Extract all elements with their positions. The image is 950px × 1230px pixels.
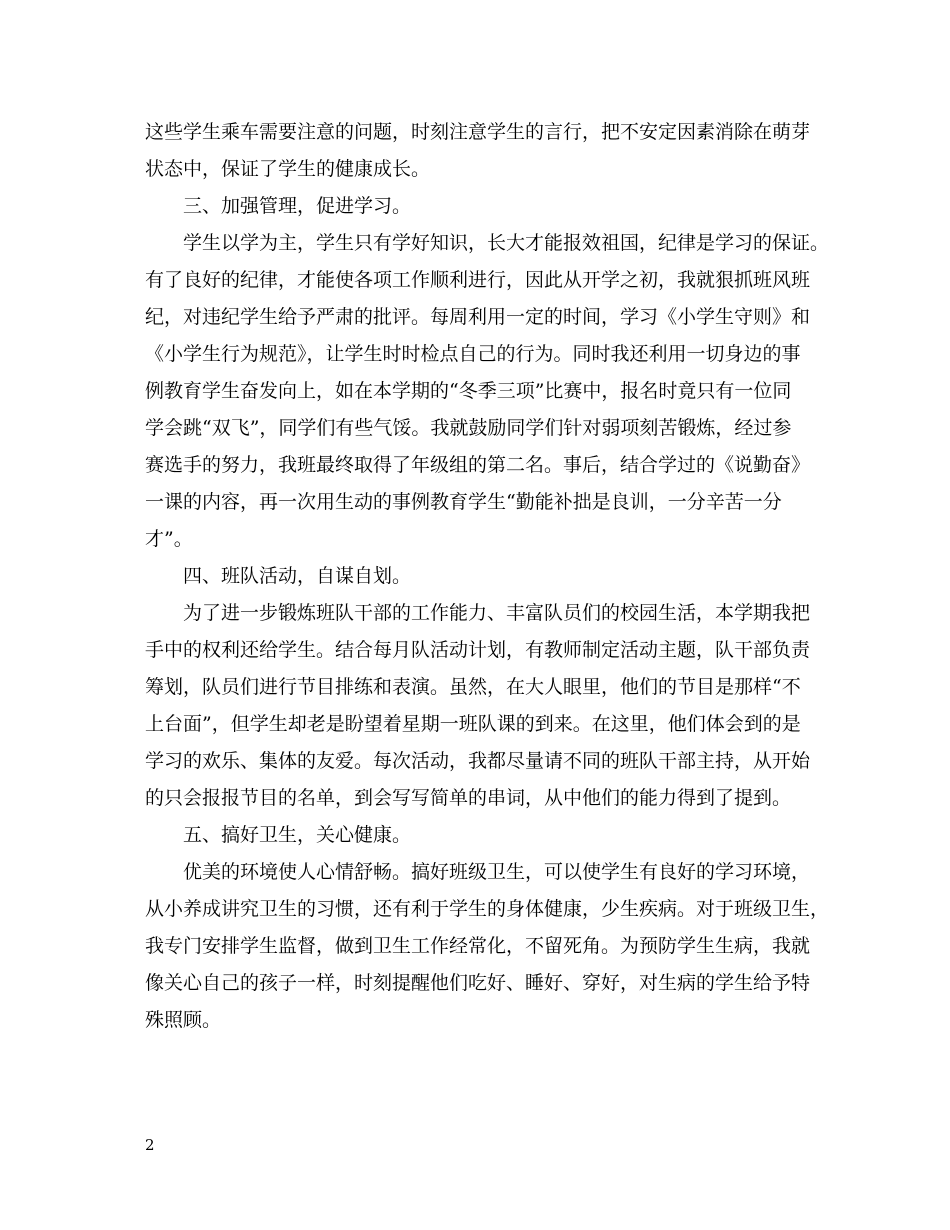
text-line: 殊照顾。 xyxy=(145,1009,222,1031)
text-line: 优美的环境使人心情舒畅。搞好班级卫生，可以使学生有良好的学习环境， xyxy=(145,861,811,883)
text-line: 为了进一步锻炼班队干部的工作能力、丰富队员们的校园生活，本学期我把 xyxy=(145,602,811,624)
text-line: 我专门安排学生监督，做到卫生工作经常化，不留死角。为预防学生生病，我就 xyxy=(145,935,811,957)
section-heading: 四、班队活动，自谋自划。 xyxy=(145,565,412,587)
text-line: 有了良好的纪律，才能使各项工作顺利进行，因此从开学之初，我就狠抓班风班 xyxy=(145,269,811,291)
text-line: 从小养成讲究卫生的习惯，还有利于学生的身体健康，少生疾病。对于班级卫生， xyxy=(145,898,830,920)
text-line: 手中的权利还给学生。结合每月队活动计划，有教师制定活动主题，队干部负责 xyxy=(145,639,811,661)
text-line: 一课的内容，再一次用生动的事例教育学生“勤能补拙是良训，一分辛苦一分 xyxy=(145,491,782,513)
text-line: 学会跳“双飞”，同学们有些气馁。我就鼓励同学们针对弱项刻苦锻炼，经过参 xyxy=(145,417,792,439)
text-line: 这些学生乘车需要注意的问题，时刻注意学生的言行，把不安定因素消除在萌芽 xyxy=(145,121,811,143)
text-line: 学习的欢乐、集体的友爱。每次活动，我都尽量请不同的班队干部主持，从开始 xyxy=(145,750,811,772)
text-line: 的只会报报节目的名单，到会写写简单的串词，从中他们的能力得到了提到。 xyxy=(145,787,792,809)
text-line: 上台面”，但学生却老是盼望着星期一班队课的到来。在这里，他们体会到的是 xyxy=(145,713,801,735)
section-heading: 五、搞好卫生，关心健康。 xyxy=(145,824,412,846)
page-number: 2 xyxy=(145,1136,155,1154)
text-line: 筹划，队员们进行节目排练和表演。虽然，在大人眼里，他们的节目是那样“不 xyxy=(145,676,801,698)
text-line: 《小学生行为规范》，让学生时时检点自己的行为。同时我还利用一切身边的事 xyxy=(145,343,801,365)
text-line: 学生以学为主，学生只有学好知识，长大才能报效祖国，纪律是学习的保证。 xyxy=(145,232,830,254)
text-line: 纪，对违纪学生给予严肃的批评。每周利用一定的时间，学习《小学生守则》和 xyxy=(145,306,811,328)
text-line: 才”。 xyxy=(145,528,193,550)
text-line: 例教育学生奋发向上，如在本学期的“冬季三项”比赛中，报名时竟只有一位同 xyxy=(145,380,792,402)
text-line: 状态中，保证了学生的健康成长。 xyxy=(145,158,431,180)
section-heading: 三、加强管理，促进学习。 xyxy=(145,195,412,217)
text-line: 像关心自己的孩子一样，时刻提醒他们吃好、睡好、穿好，对生病的学生给予特 xyxy=(145,972,811,994)
text-line: 赛选手的努力，我班最终取得了年级组的第二名。事后，结合学过的《说勤奋》 xyxy=(145,454,811,476)
